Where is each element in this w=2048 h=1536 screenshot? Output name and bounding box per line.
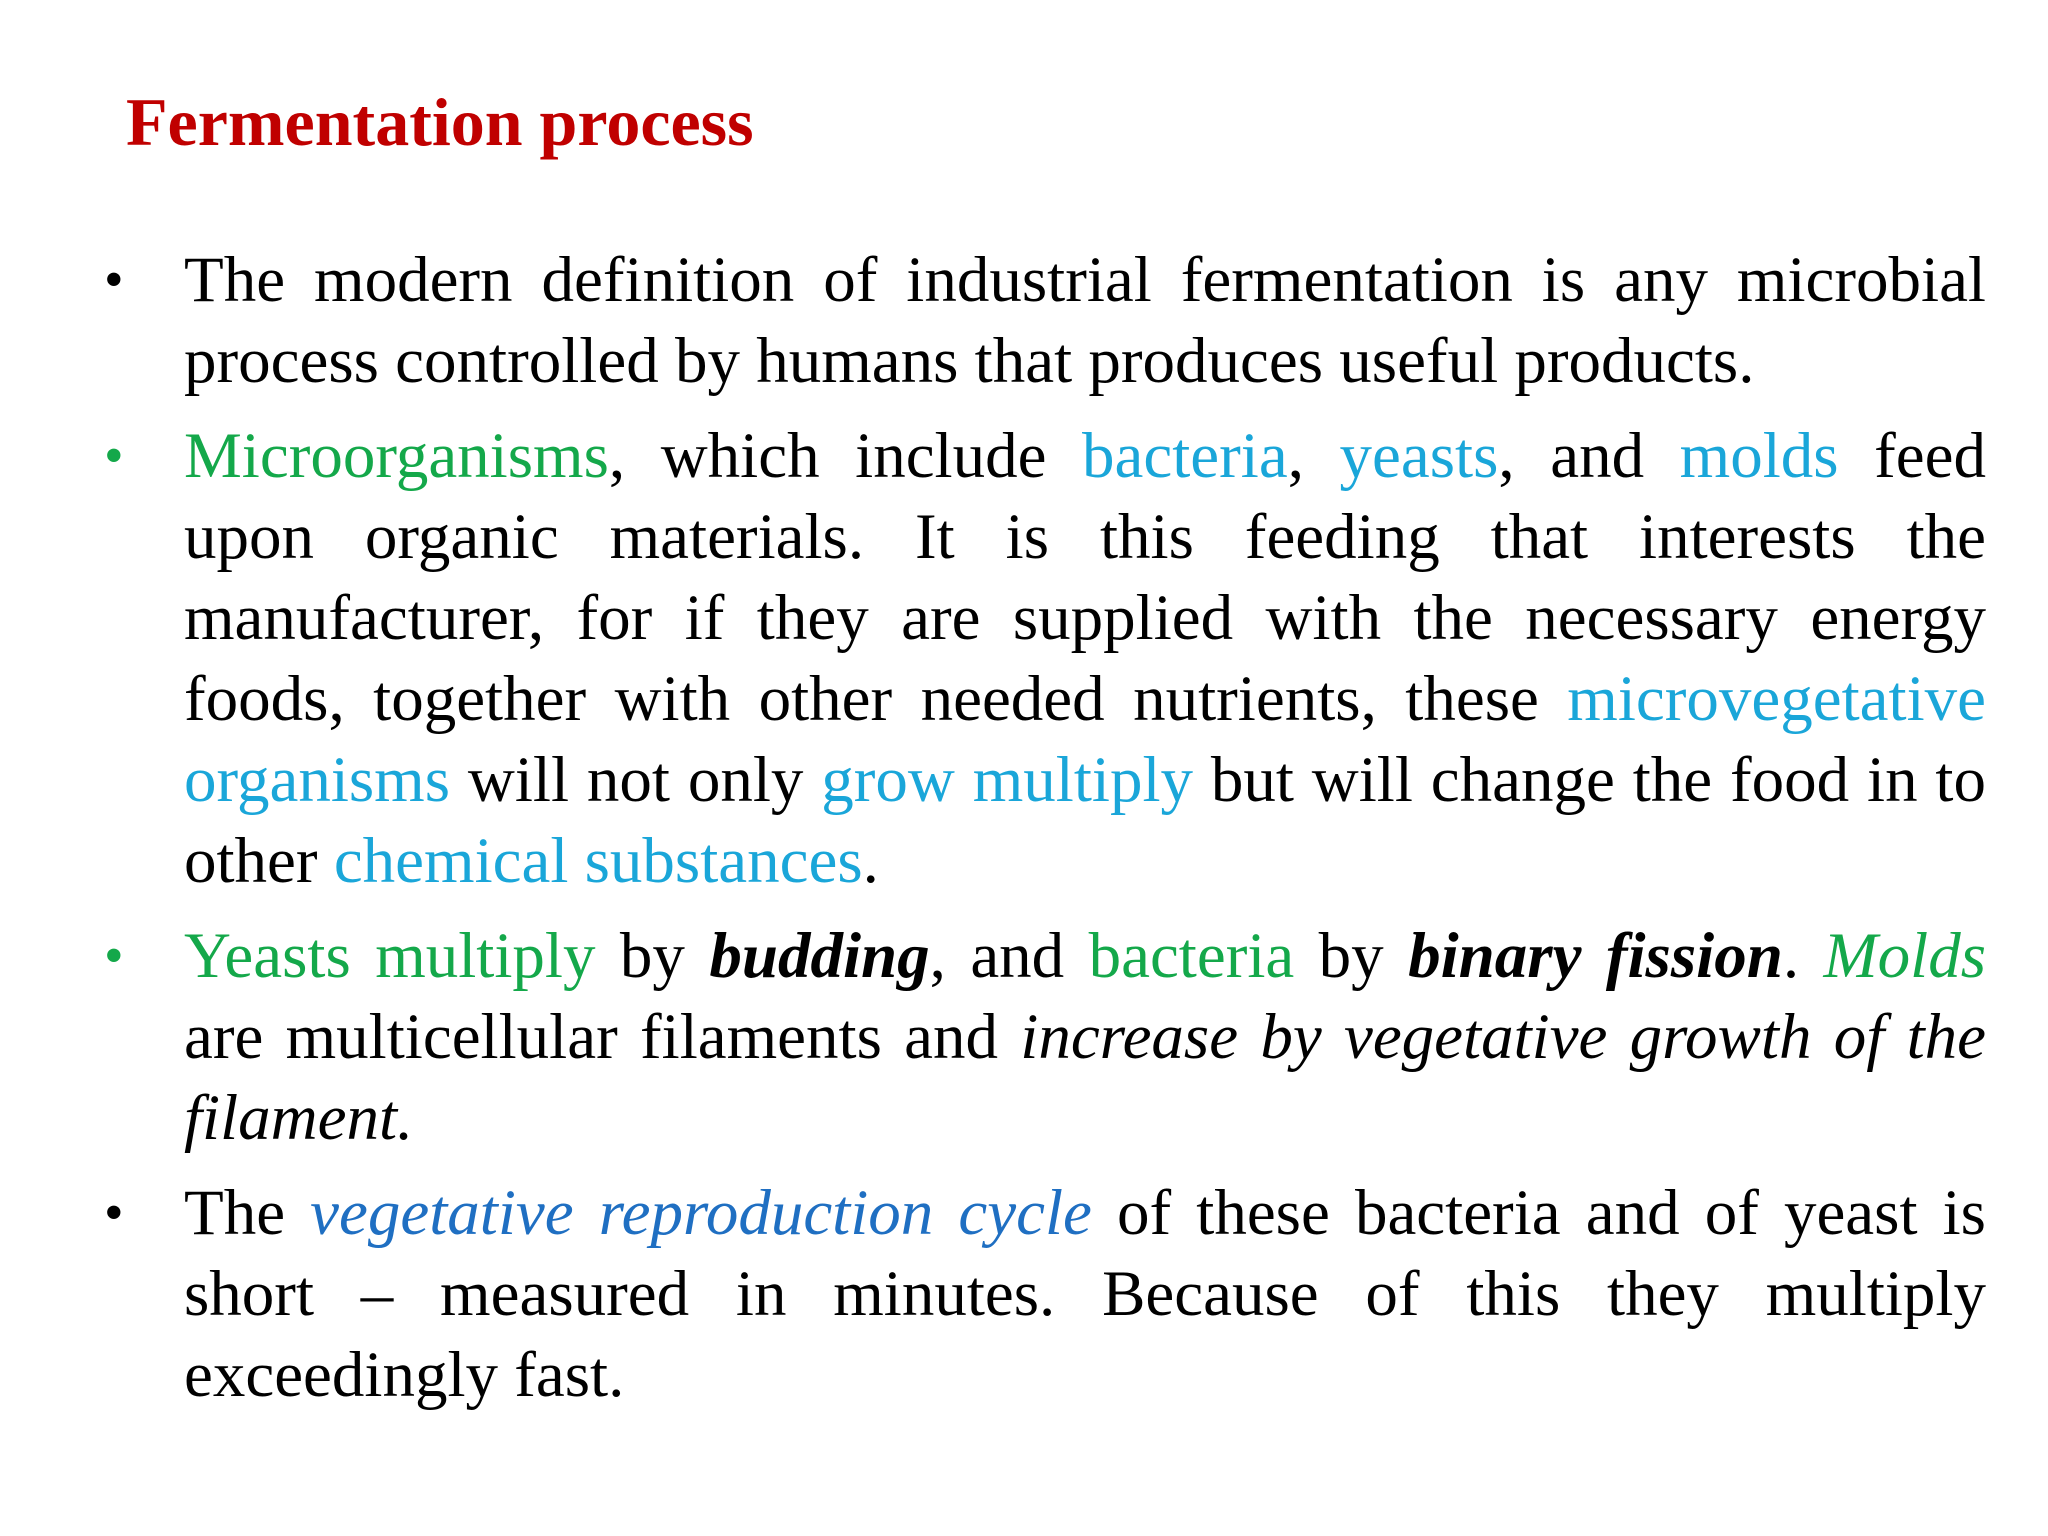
bullet-2-text: . — [862, 825, 879, 897]
bullet-item-1 — [98, 240, 1986, 402]
term-molds: molds — [1679, 420, 1839, 492]
bullet-item-4 — [98, 1173, 1986, 1416]
bullet-2-text: but will change the food in to other — [184, 744, 1986, 897]
term-yeasts: yeasts — [1339, 420, 1499, 492]
term-bacteria: bacteria — [1082, 420, 1288, 492]
term-microorganisms: Microorganisms — [184, 420, 609, 492]
bullet-2-text: , — [1287, 420, 1340, 492]
term-binary-fission: binary fission — [1408, 920, 1783, 992]
bullet-4-text: of these bacteria and of yeast is short – measured in minutes. Because of this they multiply exceedingly fast. — [184, 1177, 1986, 1411]
bullet-3-text: , and — [929, 920, 1089, 992]
bullet-item-3 — [98, 916, 1986, 1159]
bullet-dot-icon: • — [104, 1182, 124, 1244]
term-yeasts-multiply: Yeasts multiply — [184, 920, 596, 992]
slide-title: Fermentation process — [126, 84, 754, 160]
bullet-3-text: by — [1294, 920, 1409, 992]
bullet-list — [98, 240, 1986, 1430]
term-vegetative-growth: increase by vegetative growth of the filament. — [184, 1001, 1986, 1154]
bullet-dot-icon: • — [104, 425, 124, 487]
bullet-2-text: feed upon organic materials. It is this feeding that interests the manufacturer, for if they are supplied with the necessary energy foods, together with other needed nutrients, these — [184, 420, 1986, 735]
bullet-item-2 — [98, 416, 1986, 902]
bullet-dot-icon: • — [104, 925, 124, 987]
bullet-2-text: , which include — [608, 420, 1083, 492]
bullet-3-text: by — [595, 920, 710, 992]
bullet-2-text: , and — [1498, 420, 1680, 492]
term-grow-multiply: grow multiply — [821, 744, 1194, 816]
term-microvegetative-organisms: microvegetative organisms — [184, 663, 1986, 816]
term-chemical-substances: chemical substances — [333, 825, 863, 897]
bullet-3-text: . — [1782, 920, 1824, 992]
bullet-dot-icon: • — [104, 249, 124, 311]
bullet-2-text: will not only — [450, 744, 822, 816]
term-molds: Molds — [1823, 920, 1986, 992]
bullet-3-text: are multicellular filaments and — [184, 1001, 1021, 1073]
bullet-1-text: The modern definition of industrial fermentation is any microbial process controlled by humans that produces useful products. — [184, 244, 1986, 397]
term-budding: budding — [709, 920, 930, 992]
bullet-4-text: The — [184, 1177, 311, 1249]
term-bacteria: bacteria — [1088, 920, 1295, 992]
term-vegetative-reproduction-cycle: vegetative reproduction cycle — [310, 1177, 1092, 1249]
